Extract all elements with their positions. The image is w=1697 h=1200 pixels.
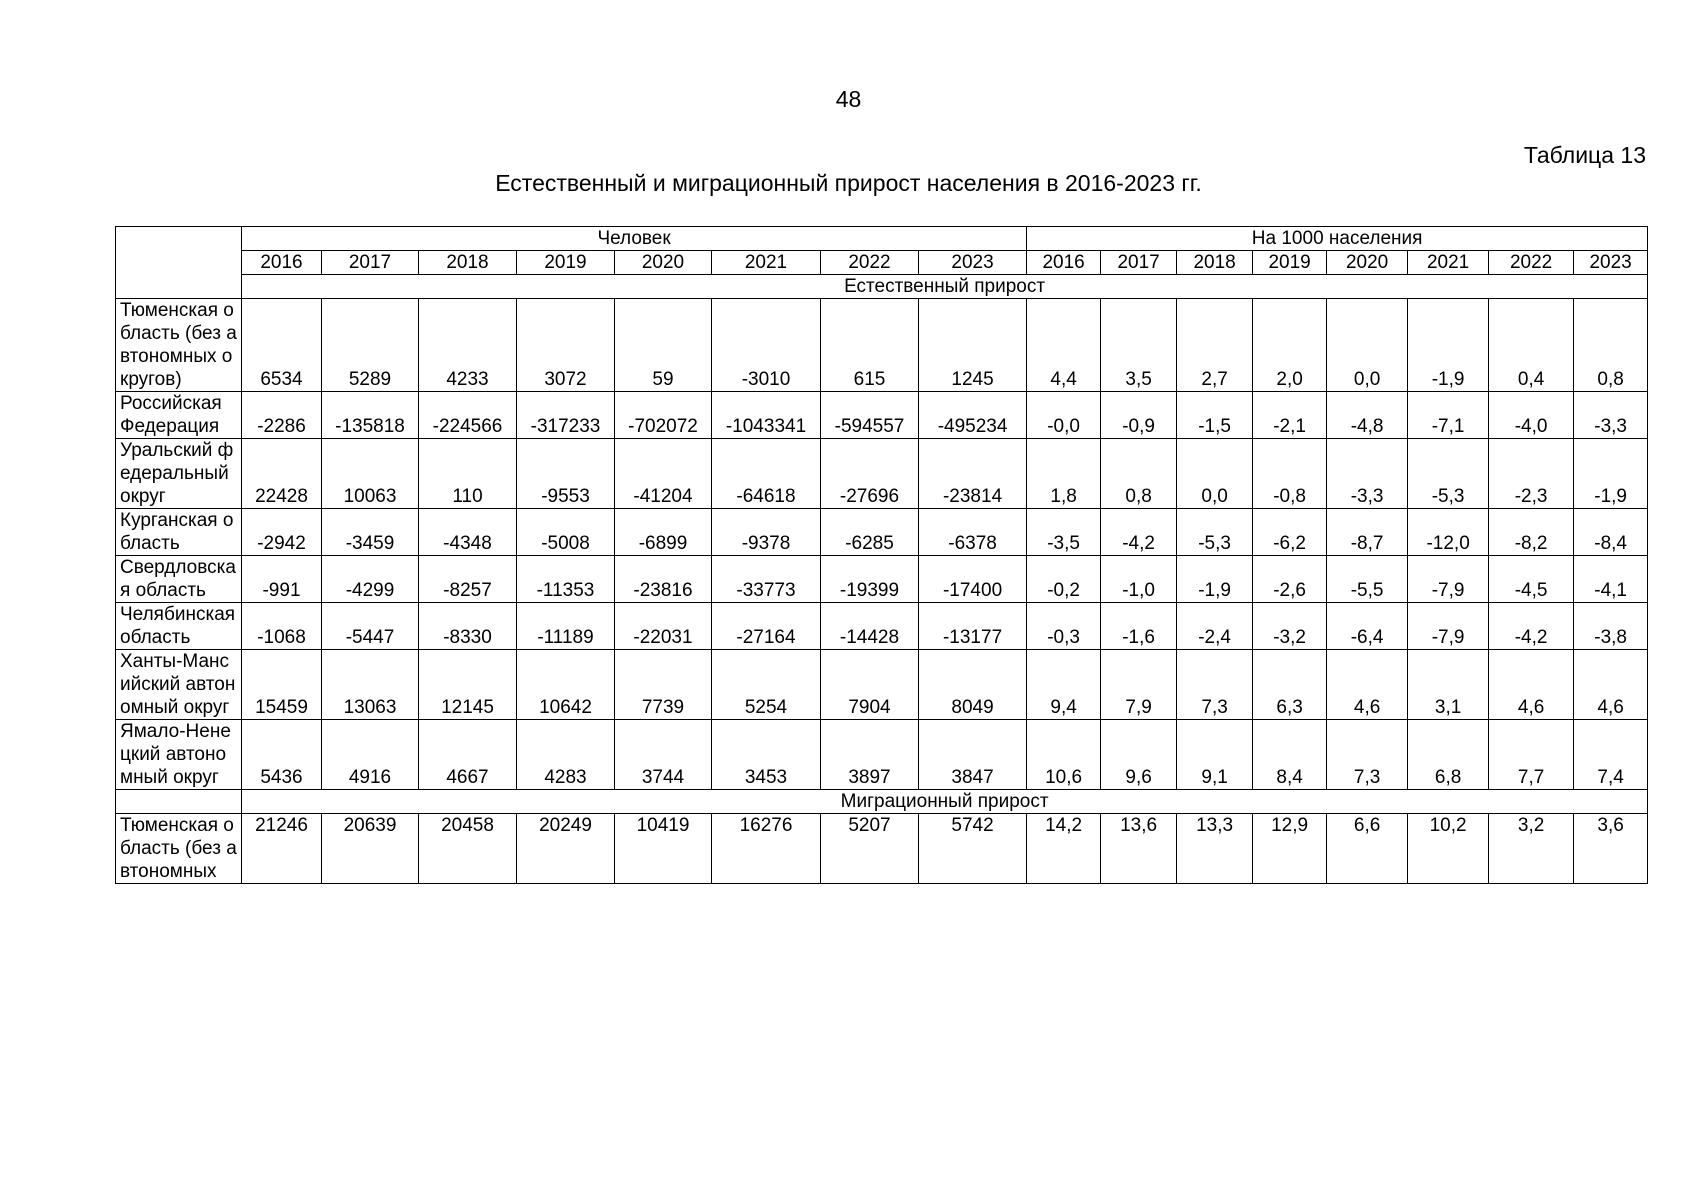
year-header: 2016	[1027, 251, 1101, 275]
per1000-cell: -4,1	[1574, 556, 1648, 603]
per1000-cell: -0,2	[1027, 556, 1101, 603]
per1000-cell: 12,9	[1253, 814, 1327, 884]
persons-cell: -64618	[712, 439, 821, 509]
per1000-cell: 8,4	[1253, 720, 1327, 790]
per1000-cell: 14,2	[1027, 814, 1101, 884]
per1000-cell: -1,0	[1101, 556, 1177, 603]
per1000-cell: -1,6	[1101, 603, 1177, 650]
per1000-cell: -0,3	[1027, 603, 1101, 650]
year-header: 2020	[1327, 251, 1408, 275]
per1000-cell: 0,0	[1327, 299, 1408, 392]
year-header: 2017	[322, 251, 419, 275]
persons-cell: 4667	[419, 720, 517, 790]
table-row	[116, 720, 1648, 790]
per1000-cell: 10,2	[1408, 814, 1489, 884]
persons-cell: -6899	[615, 509, 712, 556]
persons-cell: -702072	[615, 392, 712, 439]
table-row	[116, 299, 1648, 392]
persons-cell: -11353	[517, 556, 615, 603]
persons-cell: -594557	[821, 392, 919, 439]
per1000-cell: -7,9	[1408, 556, 1489, 603]
table-row	[116, 603, 1648, 650]
persons-cell: -5447	[322, 603, 419, 650]
per1000-cell: 13,3	[1177, 814, 1253, 884]
persons-cell: 4233	[419, 299, 517, 392]
persons-cell: -224566	[419, 392, 517, 439]
per1000-cell: 6,8	[1408, 720, 1489, 790]
header-corner-cell	[116, 227, 242, 299]
persons-cell: 3453	[712, 720, 821, 790]
per1000-cell: 4,6	[1489, 650, 1574, 720]
per1000-cell: 13,6	[1101, 814, 1177, 884]
region-cell: Российская Федерация	[116, 392, 242, 439]
persons-cell: -27164	[712, 603, 821, 650]
persons-cell: -4348	[419, 509, 517, 556]
persons-cell: 6534	[242, 299, 322, 392]
persons-cell: 3897	[821, 720, 919, 790]
per1000-cell: 7,7	[1489, 720, 1574, 790]
per1000-cell: 3,2	[1489, 814, 1574, 884]
year-header: 2023	[919, 251, 1027, 275]
persons-cell: 5436	[242, 720, 322, 790]
persons-cell: -8257	[419, 556, 517, 603]
persons-cell: -33773	[712, 556, 821, 603]
persons-cell: 4283	[517, 720, 615, 790]
persons-cell: 20249	[517, 814, 615, 884]
persons-cell: 12145	[419, 650, 517, 720]
year-header: 2021	[712, 251, 821, 275]
header-persons: Человек	[242, 227, 1027, 251]
year-header: 2016	[242, 251, 322, 275]
header-group-row	[116, 227, 1648, 251]
table-row	[116, 814, 1648, 884]
per1000-cell: 0,8	[1101, 439, 1177, 509]
per1000-cell: -8,7	[1327, 509, 1408, 556]
region-cell: Тюменская область (без автономных	[116, 814, 242, 884]
persons-cell: 20639	[322, 814, 419, 884]
per1000-cell: 1,8	[1027, 439, 1101, 509]
persons-cell: -13177	[919, 603, 1027, 650]
section-migration: Миграционный прирост	[242, 790, 1648, 814]
year-header: 2019	[1253, 251, 1327, 275]
per1000-cell: -3,2	[1253, 603, 1327, 650]
persons-cell: 5254	[712, 650, 821, 720]
per1000-cell: 2,7	[1177, 299, 1253, 392]
per1000-cell: 0,4	[1489, 299, 1574, 392]
table-row	[116, 439, 1648, 509]
persons-cell: -9378	[712, 509, 821, 556]
persons-cell: 15459	[242, 650, 322, 720]
persons-cell: 20458	[419, 814, 517, 884]
per1000-cell: -0,9	[1101, 392, 1177, 439]
per1000-cell: -12,0	[1408, 509, 1489, 556]
persons-cell: 22428	[242, 439, 322, 509]
persons-cell: -17400	[919, 556, 1027, 603]
persons-cell: -41204	[615, 439, 712, 509]
persons-cell: 615	[821, 299, 919, 392]
persons-cell: -135818	[322, 392, 419, 439]
per1000-cell: 2,0	[1253, 299, 1327, 392]
per1000-cell: -2,4	[1177, 603, 1253, 650]
persons-cell: 10642	[517, 650, 615, 720]
per1000-cell: 10,6	[1027, 720, 1101, 790]
year-header: 2022	[821, 251, 919, 275]
per1000-cell: -5,3	[1408, 439, 1489, 509]
per1000-cell: 3,1	[1408, 650, 1489, 720]
per1000-cell: 6,3	[1253, 650, 1327, 720]
per1000-cell: -0,8	[1253, 439, 1327, 509]
per1000-cell: -4,2	[1489, 603, 1574, 650]
persons-cell: 3847	[919, 720, 1027, 790]
region-cell: Челябинская область	[116, 603, 242, 650]
year-header: 2019	[517, 251, 615, 275]
per1000-cell: -3,8	[1574, 603, 1648, 650]
year-header: 2020	[615, 251, 712, 275]
persons-cell: 5207	[821, 814, 919, 884]
per1000-cell: -1,9	[1574, 439, 1648, 509]
per1000-cell: 9,4	[1027, 650, 1101, 720]
persons-cell: -991	[242, 556, 322, 603]
per1000-cell: -7,1	[1408, 392, 1489, 439]
persons-cell: -19399	[821, 556, 919, 603]
persons-cell: 10419	[615, 814, 712, 884]
data-table	[115, 226, 1648, 884]
persons-cell: -22031	[615, 603, 712, 650]
region-cell: Тюменская область (без автономных округов)	[116, 299, 242, 392]
persons-cell: 13063	[322, 650, 419, 720]
year-header: 2017	[1101, 251, 1177, 275]
per1000-cell: 3,5	[1101, 299, 1177, 392]
per1000-cell: -5,3	[1177, 509, 1253, 556]
page-number: 48	[835, 86, 862, 112]
persons-cell: -5008	[517, 509, 615, 556]
persons-cell: 1245	[919, 299, 1027, 392]
year-header: 2022	[1489, 251, 1574, 275]
per1000-cell: -3,3	[1327, 439, 1408, 509]
persons-cell: -2286	[242, 392, 322, 439]
persons-cell: -9553	[517, 439, 615, 509]
year-header: 2023	[1574, 251, 1648, 275]
per1000-cell: 7,3	[1177, 650, 1253, 720]
per1000-cell: 9,6	[1101, 720, 1177, 790]
header-years-row	[116, 251, 1648, 275]
persons-cell: 59	[615, 299, 712, 392]
persons-cell: -11189	[517, 603, 615, 650]
per1000-cell: -8,2	[1489, 509, 1574, 556]
per1000-cell: 0,8	[1574, 299, 1648, 392]
persons-cell: 3072	[517, 299, 615, 392]
persons-cell: -27696	[821, 439, 919, 509]
persons-cell: -3459	[322, 509, 419, 556]
per1000-cell: 4,6	[1574, 650, 1648, 720]
year-header: 2018	[1177, 251, 1253, 275]
per1000-cell: -1,9	[1408, 299, 1489, 392]
persons-cell: 4916	[322, 720, 419, 790]
per1000-cell: -7,9	[1408, 603, 1489, 650]
region-cell: Свердловская область	[116, 556, 242, 603]
section-natural-row	[116, 275, 1648, 299]
per1000-cell: 7,9	[1101, 650, 1177, 720]
persons-cell: 5289	[322, 299, 419, 392]
per1000-cell: -4,8	[1327, 392, 1408, 439]
persons-cell: -317233	[517, 392, 615, 439]
per1000-cell: 7,3	[1327, 720, 1408, 790]
header-per1000: На 1000 населения	[1027, 227, 1648, 251]
per1000-cell: 7,4	[1574, 720, 1648, 790]
section-blank-cell	[116, 790, 242, 814]
persons-cell: -1043341	[712, 392, 821, 439]
per1000-cell: 0,0	[1177, 439, 1253, 509]
per1000-cell: -2,6	[1253, 556, 1327, 603]
per1000-cell: -4,2	[1101, 509, 1177, 556]
persons-cell: -495234	[919, 392, 1027, 439]
per1000-cell: -8,4	[1574, 509, 1648, 556]
region-cell: Ямало-Ненецкий автономный округ	[116, 720, 242, 790]
persons-cell: -14428	[821, 603, 919, 650]
region-cell: Курганская область	[116, 509, 242, 556]
section-natural: Естественный прирост	[242, 275, 1648, 299]
per1000-cell: 9,1	[1177, 720, 1253, 790]
persons-cell: 8049	[919, 650, 1027, 720]
per1000-cell: -6,4	[1327, 603, 1408, 650]
table-row	[116, 392, 1648, 439]
persons-cell: -1068	[242, 603, 322, 650]
per1000-cell: -2,3	[1489, 439, 1574, 509]
per1000-cell: -3,5	[1027, 509, 1101, 556]
persons-cell: 16276	[712, 814, 821, 884]
per1000-cell: -0,0	[1027, 392, 1101, 439]
section-migration-row	[116, 790, 1648, 814]
year-header: 2021	[1408, 251, 1489, 275]
per1000-cell: 3,6	[1574, 814, 1648, 884]
per1000-cell: -3,3	[1574, 392, 1648, 439]
table-title: Естественный и миграционный прирост населения в 2016-2023 гг.	[495, 170, 1202, 196]
persons-cell: -3010	[712, 299, 821, 392]
persons-cell: -23816	[615, 556, 712, 603]
persons-cell: 10063	[322, 439, 419, 509]
per1000-cell: -1,5	[1177, 392, 1253, 439]
table-row	[116, 650, 1648, 720]
persons-cell: 7904	[821, 650, 919, 720]
per1000-cell: -4,0	[1489, 392, 1574, 439]
persons-cell: 21246	[242, 814, 322, 884]
persons-cell: -2942	[242, 509, 322, 556]
persons-cell: -23814	[919, 439, 1027, 509]
persons-cell: 110	[419, 439, 517, 509]
per1000-cell: 6,6	[1327, 814, 1408, 884]
persons-cell: -6378	[919, 509, 1027, 556]
persons-cell: -4299	[322, 556, 419, 603]
per1000-cell: -6,2	[1253, 509, 1327, 556]
region-cell: Уральский федеральный округ	[116, 439, 242, 509]
persons-cell: -8330	[419, 603, 517, 650]
year-header: 2018	[419, 251, 517, 275]
persons-cell: -6285	[821, 509, 919, 556]
persons-cell: 3744	[615, 720, 712, 790]
per1000-cell: 4,6	[1327, 650, 1408, 720]
per1000-cell: -4,5	[1489, 556, 1574, 603]
persons-cell: 7739	[615, 650, 712, 720]
region-cell: Ханты-Мансийский автономный округ	[116, 650, 242, 720]
table-row	[116, 509, 1648, 556]
per1000-cell: -5,5	[1327, 556, 1408, 603]
table-label: Таблица 13	[1523, 142, 1646, 168]
table-row	[116, 556, 1648, 603]
persons-cell: 5742	[919, 814, 1027, 884]
per1000-cell: -1,9	[1177, 556, 1253, 603]
per1000-cell: 4,4	[1027, 299, 1101, 392]
per1000-cell: -2,1	[1253, 392, 1327, 439]
